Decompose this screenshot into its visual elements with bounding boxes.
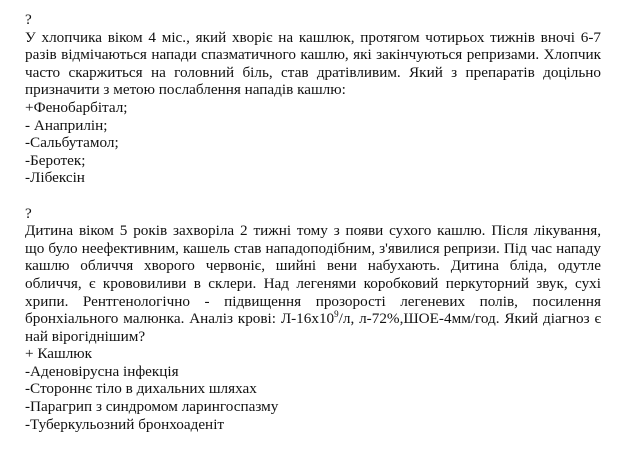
question-text-line: хрипи. Рентгенологічно - підвищення прозорості легеневих полів, посилення: [25, 292, 601, 310]
question-marker: ?: [25, 204, 32, 222]
question-text-line: разів відмічаються напади спазматичного кашлю, які закінчуються репризами. Хлопчик: [25, 46, 601, 64]
blood-text-sup: 9: [334, 309, 339, 320]
question-text-line: У хлопчика віком 4 міс., який хворіє на кашлюк, протягом чотирьох тижнів вночі 6-7: [25, 28, 601, 46]
question-text-line-blood: [25, 310, 601, 328]
answer-option-correct: + Кашлюк: [25, 345, 93, 363]
question-text-line: Дитина віком 5 років захворіла 2 тижні тому з появи сухого кашлю. Після лікування,: [25, 222, 601, 240]
answer-option: -Стороннє тіло в дихальних шляхах: [25, 380, 257, 398]
document-body: [25, 11, 601, 433]
spacer: [25, 187, 601, 205]
question-text-line: що було неефективним, кашель став нападоподібним, з'явилися репризи. Під час нападу: [25, 239, 601, 257]
question-marker: ?: [25, 11, 32, 28]
question-text-line: кашлю обличчя хворого червоніє, шийні вени набухають. Дитина бліда, одутле: [25, 257, 601, 275]
answer-option: - Анаприлін;: [25, 116, 108, 134]
answer-option: -Сальбутамол;: [25, 134, 119, 152]
answer-option: -Беротек;: [25, 151, 86, 169]
answer-option-correct: +Фенобарбітал;: [25, 98, 128, 116]
answer-option: -Туберкульозний бронхоаденіт: [25, 415, 225, 433]
answer-option: -Лібексін: [25, 169, 85, 187]
question-text-line: призначити з метою послаблення нападів кашлю:: [25, 81, 346, 99]
answer-option: -Аденовірусна інфекція: [25, 362, 179, 380]
blood-text-after: /л, л-72%,ШОЕ-4мм/год. Який діагноз є: [338, 310, 601, 328]
answer-option: -Парагрип з синдромом ларингоспазму: [25, 398, 279, 416]
blood-text-before: бронхіального малюнка. Аналіз крові: Л-16х10: [25, 310, 335, 328]
question-text-line: най вірогіднішим?: [25, 327, 146, 345]
question-text-line: часто скаржиться на головний біль, став дратівливим. Який з препаратів доцільно: [25, 63, 601, 81]
question-text-line: обличчя, є крововиливи в склери. Над легенями коробковий перкуторний звук, сухі: [25, 274, 601, 292]
